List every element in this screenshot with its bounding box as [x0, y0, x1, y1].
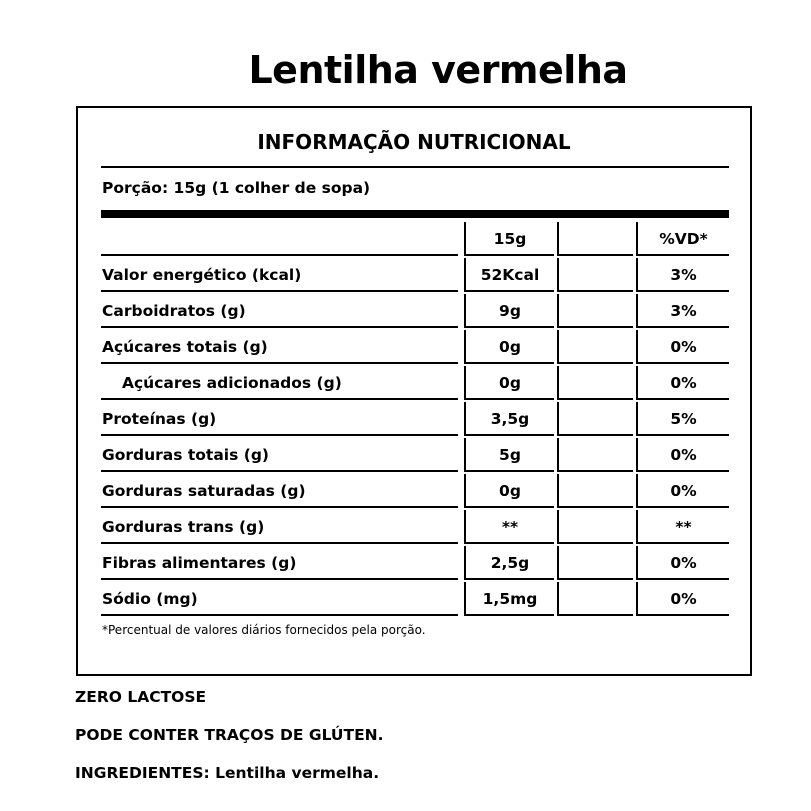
table-row	[101, 510, 729, 544]
nutrient-vd: 5%	[636, 402, 729, 436]
nutrient-label: Gorduras trans (g)	[101, 510, 458, 544]
product-title: Lentilha vermelha	[248, 48, 628, 92]
table-row	[101, 582, 729, 616]
nutrient-vd: 3%	[636, 294, 729, 328]
header-label-cell	[101, 222, 458, 256]
empty-cell	[557, 582, 633, 616]
nutrient-amount: 52Kcal	[464, 258, 554, 292]
nutrient-label: Gorduras totais (g)	[101, 438, 458, 472]
nutrient-label: Proteínas (g)	[101, 402, 458, 436]
table-row	[101, 294, 729, 328]
header-vd-cell: %VD*	[636, 222, 729, 256]
ingredients-value: Lentilha vermelha.	[215, 764, 380, 782]
table-row	[101, 258, 729, 292]
empty-cell	[557, 546, 633, 580]
panel-title: INFORMAÇÃO NUTRICIONAL	[257, 130, 571, 154]
nutrient-amount: 0g	[464, 474, 554, 508]
nutrient-vd: 0%	[636, 474, 729, 508]
nutrient-vd: 0%	[636, 366, 729, 400]
nutrient-vd: 3%	[636, 258, 729, 292]
nutrient-amount: 9g	[464, 294, 554, 328]
footnote: *Percentual de valores diários fornecidos pela porção.	[102, 623, 426, 637]
nutrient-amount: 1,5mg	[464, 582, 554, 616]
nutrient-vd: **	[636, 510, 729, 544]
gluten-warning: PODE CONTER TRAÇOS DE GLÚTEN.	[75, 726, 384, 744]
nutrient-vd: 0%	[636, 438, 729, 472]
nutrient-label: Valor energético (kcal)	[101, 258, 458, 292]
table-row	[101, 402, 729, 436]
nutrient-label: Sódio (mg)	[101, 582, 458, 616]
nutrient-label: Fibras alimentares (g)	[101, 546, 458, 580]
title-divider	[101, 166, 729, 168]
nutrition-facts-panel	[76, 106, 752, 676]
serving-size: Porção: 15g (1 colher de sopa)	[102, 179, 371, 197]
empty-cell	[557, 510, 633, 544]
nutrient-vd: 0%	[636, 546, 729, 580]
nutrient-amount: 2,5g	[464, 546, 554, 580]
nutrient-label: Carboidratos (g)	[101, 294, 458, 328]
nutrient-amount: 3,5g	[464, 402, 554, 436]
nutrient-amount: 0g	[464, 366, 554, 400]
empty-cell	[557, 294, 633, 328]
table-row	[101, 330, 729, 364]
nutrient-amount: 5g	[464, 438, 554, 472]
lactose-note: ZERO LACTOSE	[75, 688, 207, 706]
ingredients-label: INGREDIENTES:	[75, 764, 210, 782]
nutrient-amount: 0g	[464, 330, 554, 364]
nutrient-label: Gorduras saturadas (g)	[101, 474, 458, 508]
nutrient-label: Açúcares adicionados (g)	[101, 366, 458, 400]
nutrient-vd: 0%	[636, 330, 729, 364]
table-header-row	[101, 222, 729, 256]
empty-cell	[557, 366, 633, 400]
empty-cell	[557, 474, 633, 508]
table-row	[101, 474, 729, 508]
empty-cell	[557, 258, 633, 292]
nutrient-label: Açúcares totais (g)	[101, 330, 458, 364]
table-row	[101, 366, 729, 400]
empty-cell	[557, 402, 633, 436]
header-empty-cell	[557, 222, 633, 256]
ingredients-line	[75, 763, 379, 783]
nutrient-amount: **	[464, 510, 554, 544]
thick-divider	[101, 210, 729, 218]
nutrient-vd: 0%	[636, 582, 729, 616]
empty-cell	[557, 330, 633, 364]
table-row	[101, 438, 729, 472]
header-amount-cell: 15g	[464, 222, 554, 256]
empty-cell	[557, 438, 633, 472]
table-row	[101, 546, 729, 580]
